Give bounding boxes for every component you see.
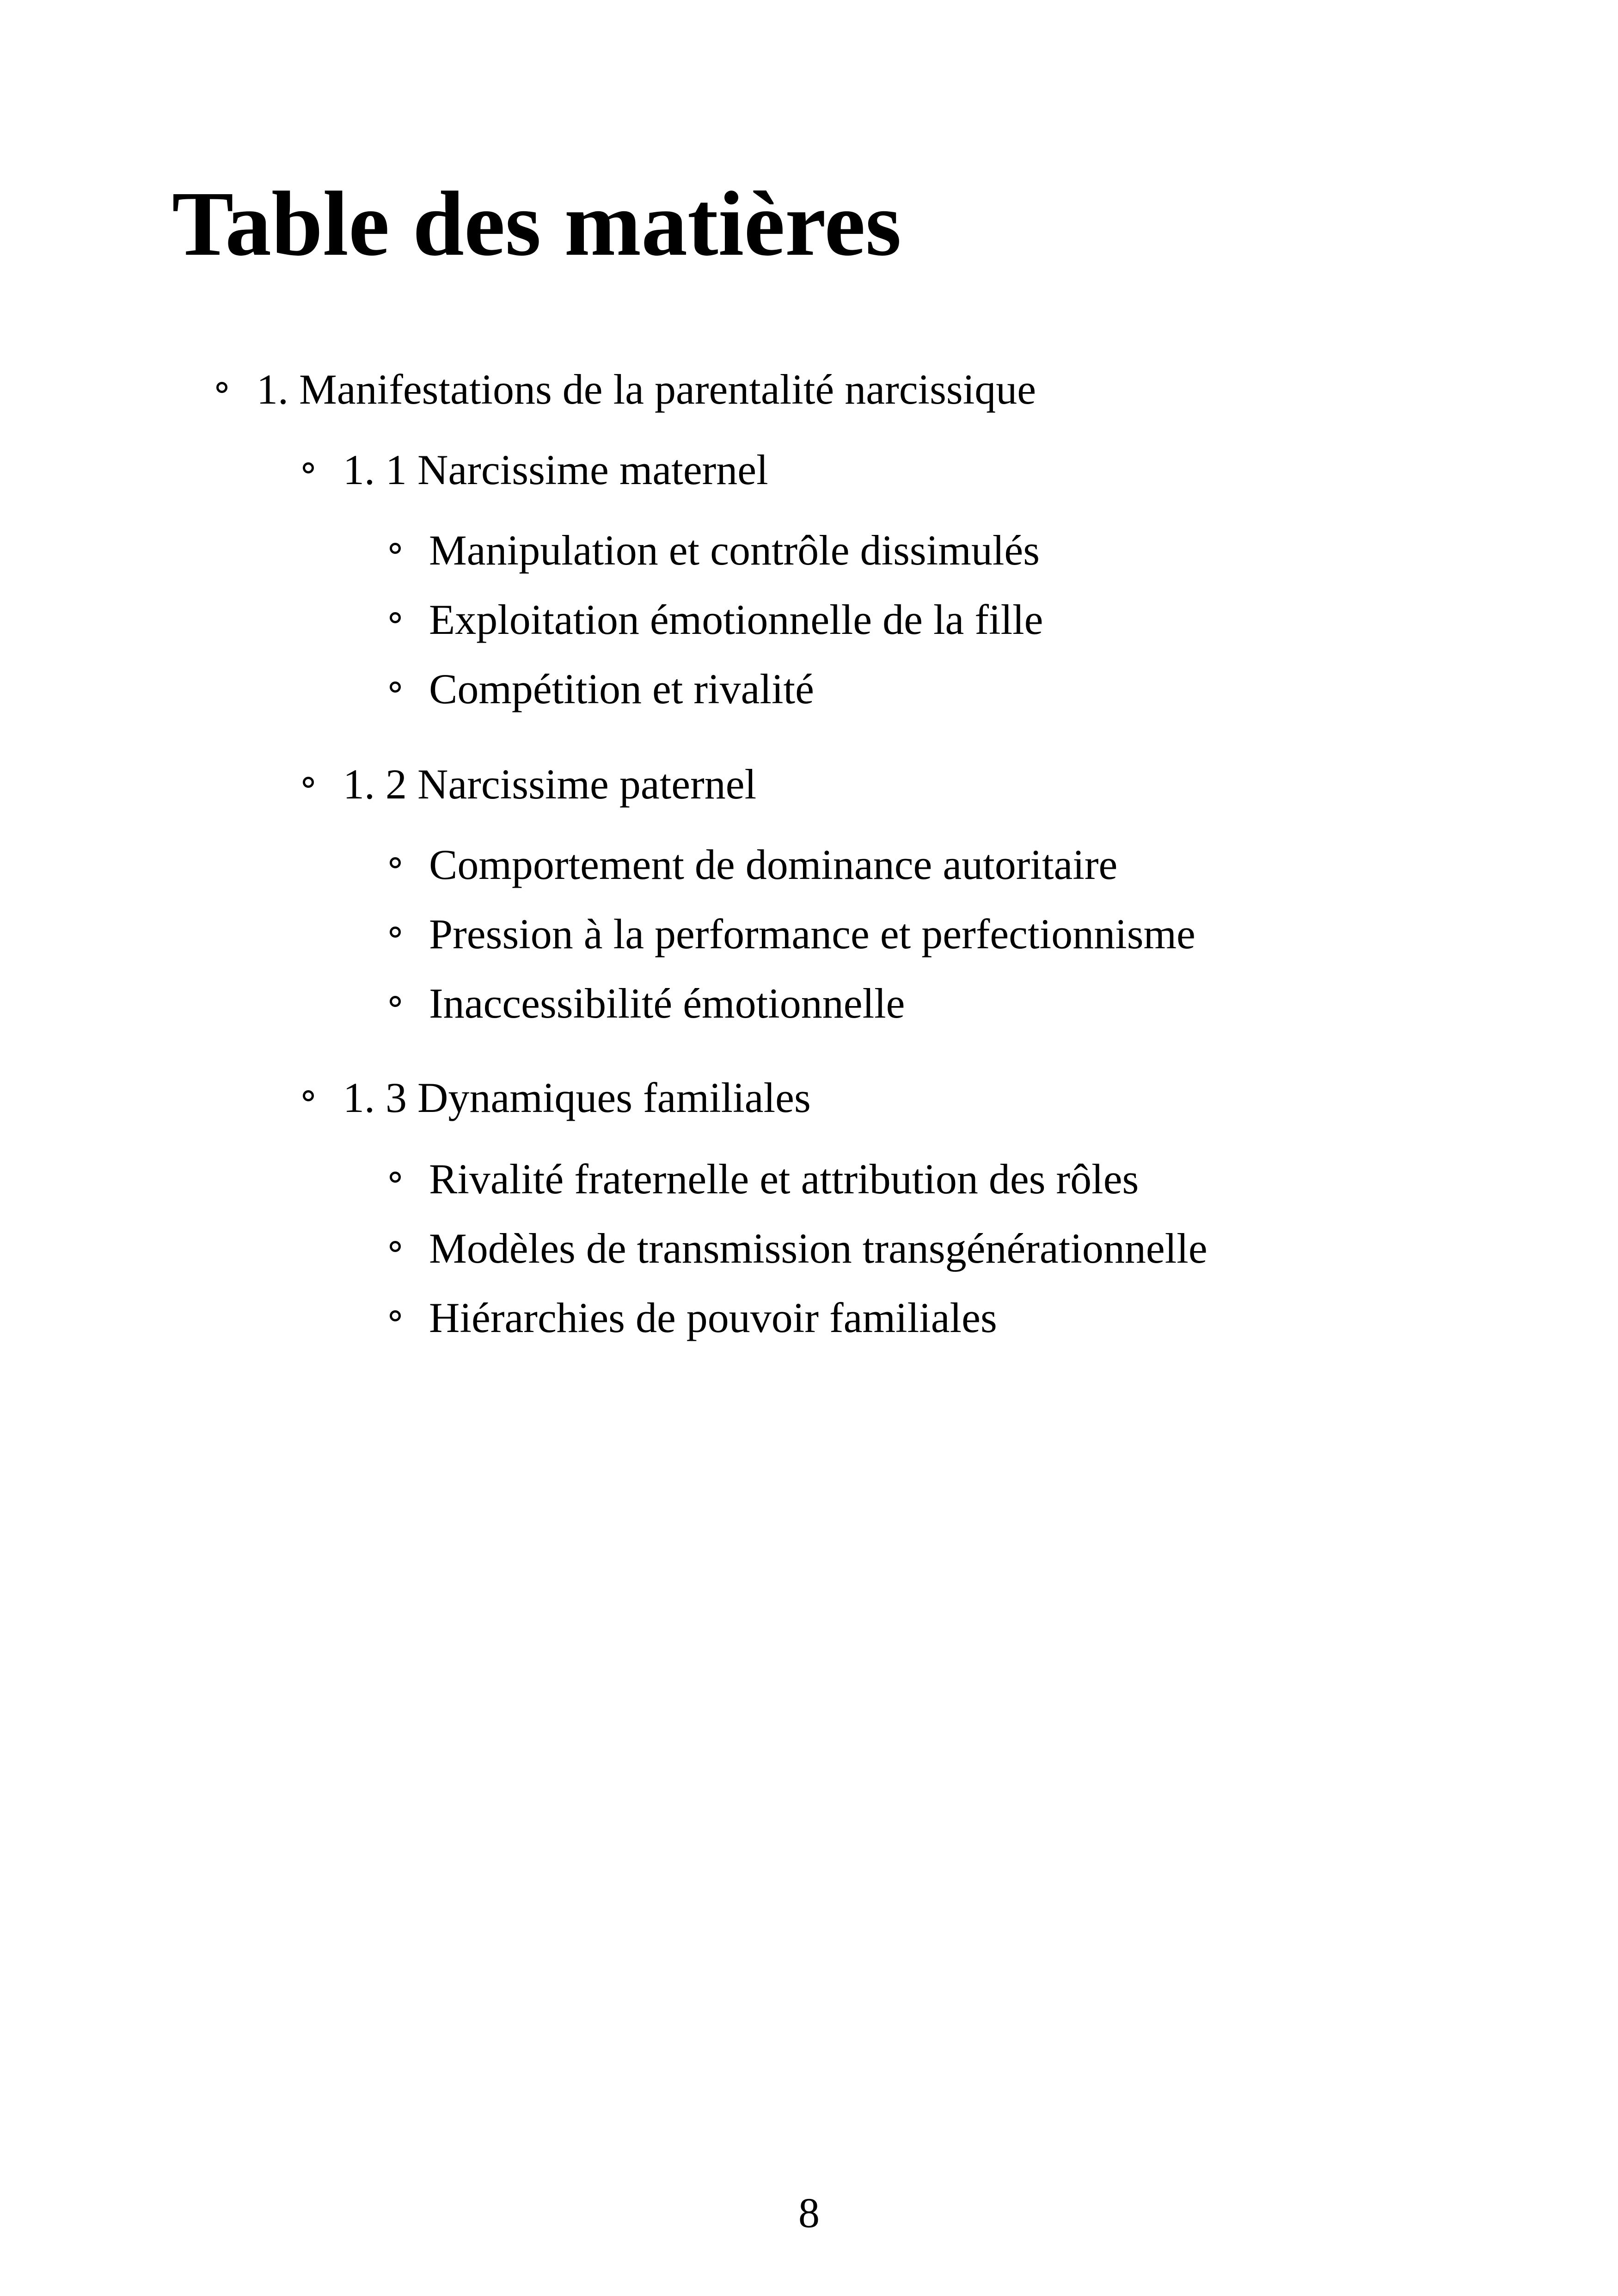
bullet-circle-icon: [390, 1241, 401, 1252]
toc-subsection-1-1[interactable]: 1. 1 Narcissime maternel: [343, 446, 768, 493]
toc-item[interactable]: Pression à la performance et perfectionnisme: [429, 910, 1195, 958]
toc-subsection-1-3[interactable]: 1. 3 Dynamiques familiales: [343, 1074, 811, 1121]
bullet-circle-icon: [390, 681, 401, 693]
toc-item[interactable]: Compétition et rivalité: [429, 665, 814, 712]
bullet-circle-icon: [390, 927, 401, 938]
toc-item[interactable]: Comportement de dominance autoritaire: [429, 841, 1118, 888]
page-number: 8: [798, 2189, 820, 2236]
bullet-circle-icon: [390, 612, 401, 623]
bullet-circle-icon: [390, 1172, 401, 1183]
bullet-circle-icon: [390, 996, 401, 1007]
bullet-circle-icon: [390, 857, 401, 868]
bullet-circle-icon: [216, 382, 227, 393]
page-title: Table des matières: [172, 173, 901, 275]
bullet-circle-icon: [303, 1090, 314, 1101]
toc-item[interactable]: Hiérarchies de pouvoir familiales: [429, 1294, 997, 1341]
toc-item[interactable]: Modèles de transmission transgénérationnelle: [429, 1225, 1207, 1272]
bullet-circle-icon: [390, 543, 401, 554]
toc-item[interactable]: Rivalité fraternelle et attribution des rôles: [429, 1155, 1139, 1203]
bullet-circle-icon: [303, 462, 314, 473]
toc-item[interactable]: Manipulation et contrôle dissimulés: [429, 527, 1040, 574]
toc-subsection-1-2[interactable]: 1. 2 Narcissime paternel: [343, 761, 757, 808]
toc-section-1[interactable]: 1. Manifestations de la parentalité narcissique: [257, 366, 1036, 413]
bullet-circle-icon: [303, 777, 314, 788]
bullet-circle-icon: [390, 1310, 401, 1321]
toc-item[interactable]: Exploitation émotionnelle de la fille: [429, 596, 1043, 643]
toc-item[interactable]: Inaccessibilité émotionnelle: [429, 980, 905, 1027]
